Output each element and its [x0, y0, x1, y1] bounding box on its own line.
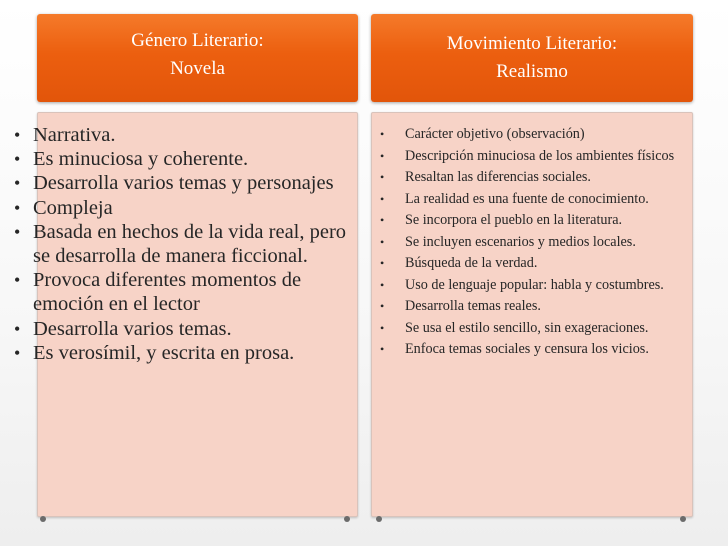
- corner-dot-mid-left: [344, 516, 350, 522]
- bullet-icon: •: [14, 270, 21, 291]
- list-item-text: Desarrolla varios temas y personajes: [33, 172, 334, 195]
- bullet-icon: •: [380, 342, 385, 356]
- movement-header-title: Movimiento Literario:: [446, 32, 618, 54]
- list-item: [0, 317, 355, 341]
- bullet-icon: •: [380, 277, 385, 292]
- list-item: [374, 233, 690, 252]
- bullet-icon: •: [380, 320, 385, 335]
- list-item-text: Carácter objetivo (observación): [405, 126, 585, 142]
- bullet-icon: •: [380, 213, 385, 227]
- genre-header: [37, 14, 358, 102]
- bullet-icon: •: [380, 299, 385, 313]
- bullet-icon: •: [380, 234, 385, 249]
- list-item: [374, 276, 690, 295]
- list-item-text: Descripción minuciosa de los ambientes físicos: [405, 147, 675, 164]
- list-item: [374, 340, 690, 359]
- movement-characteristics-list: [374, 125, 690, 362]
- list-item: [374, 168, 690, 187]
- corner-dot-mid-right: [376, 516, 382, 522]
- list-item: [0, 171, 355, 195]
- list-item-text: Se usa el estilo sencillo, sin exageraciones.: [405, 319, 649, 336]
- bullet-icon: •: [14, 221, 21, 242]
- list-item: [0, 123, 355, 147]
- list-item: [0, 268, 355, 316]
- bullet-icon: •: [14, 125, 21, 145]
- list-item-text: Búsqueda de la verdad.: [405, 255, 538, 271]
- genre-header-subtitle: Novela: [170, 58, 225, 79]
- list-item-text: Desarrolla temas reales.: [405, 298, 541, 314]
- list-item-text: Es verosímil, y escrita en prosa.: [33, 341, 295, 364]
- movement-header-subtitle: Realismo: [496, 61, 568, 82]
- list-item-text: Basada en hechos de la vida real, pero se desarrolla de manera ficcional.: [33, 220, 347, 268]
- corner-dot-left: [40, 516, 46, 522]
- list-item-text: Uso de lenguaje popular: habla y costumbres.: [405, 276, 664, 293]
- list-item: [374, 297, 690, 316]
- list-item-text: Desarrolla varios temas.: [33, 317, 232, 340]
- list-item-text: Compleja: [33, 196, 113, 219]
- corner-dot-right: [680, 516, 686, 522]
- list-item-text: Provoca diferentes momentos de emoción en el lector: [33, 269, 302, 316]
- list-item: [374, 190, 690, 209]
- list-item: [374, 211, 690, 230]
- list-item: [0, 220, 355, 268]
- bullet-icon: •: [14, 173, 21, 194]
- list-item-text: Es minuciosa y coherente.: [33, 148, 249, 171]
- list-item: [374, 125, 690, 144]
- bullet-icon: •: [380, 127, 385, 141]
- list-item-text: Resaltan las diferencias sociales.: [405, 169, 591, 185]
- list-item: [0, 341, 355, 365]
- list-item-text: Narrativa.: [33, 124, 116, 146]
- genre-header-title: Género Literario:: [131, 29, 264, 51]
- list-item-text: Se incorpora el pueblo en la literatura.: [405, 212, 623, 228]
- list-item: [0, 196, 355, 220]
- bullet-icon: •: [14, 318, 21, 339]
- list-item: [374, 319, 690, 338]
- movement-header: [371, 14, 693, 102]
- bullet-icon: •: [380, 191, 385, 206]
- bullet-icon: •: [380, 256, 385, 270]
- genre-characteristics-list: [0, 123, 355, 365]
- bullet-icon: •: [14, 197, 21, 218]
- bullet-icon: •: [14, 342, 21, 363]
- bullet-icon: •: [380, 170, 385, 184]
- bullet-icon: •: [14, 149, 21, 170]
- list-item: [374, 254, 690, 273]
- list-item: [0, 147, 355, 171]
- bullet-icon: •: [380, 148, 385, 163]
- list-item-text: La realidad es una fuente de conocimiento.: [405, 190, 649, 207]
- list-item: [374, 147, 690, 166]
- list-item-text: Se incluyen escenarios y medios locales.: [405, 233, 636, 250]
- list-item-text: Enfoca temas sociales y censura los vicios.: [405, 341, 649, 357]
